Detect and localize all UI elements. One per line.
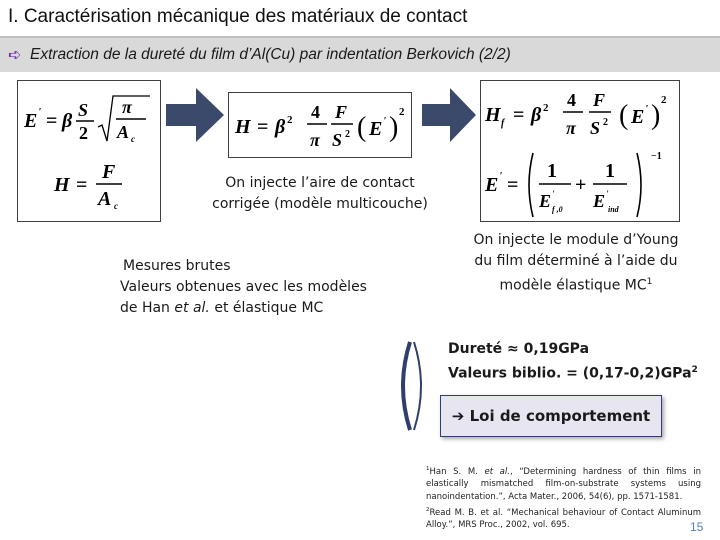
- svg-text:c: c: [114, 201, 118, 211]
- note-young-modulus-line1: On injecte le module d’Young: [473, 232, 679, 248]
- svg-text:2: 2: [603, 117, 608, 128]
- svg-text:': ': [383, 115, 387, 127]
- svg-text:F: F: [335, 102, 348, 122]
- svg-text:=: =: [257, 116, 269, 138]
- note-raw-line3: de Han et al. et élastique MC: [120, 300, 324, 316]
- reference-2: $^2$Read M. B. et al. “Mechanical behaviour of Contact Aluminum Alloy.”, MRS Proc., 2002, vol. 695.: [426, 506, 701, 531]
- svg-text:f: f: [501, 118, 505, 129]
- page-number: 15: [690, 520, 704, 534]
- equation-e-prime-and-h: [18, 81, 160, 221]
- arrow-right-icon: [422, 88, 476, 142]
- svg-text:1: 1: [547, 160, 557, 182]
- svg-text:): ): [389, 112, 399, 143]
- svg-text:E: E: [631, 106, 645, 128]
- note-contact-area: [198, 173, 442, 215]
- equation-box-film: [480, 80, 680, 222]
- svg-text:=: =: [46, 110, 58, 132]
- note-raw-measurements: [120, 256, 390, 319]
- note-contact-area-line2: corrigée (modèle multicouche): [212, 196, 428, 212]
- svg-text:F: F: [102, 161, 116, 183]
- constitutive-law-label: ➔ Loi de comportement: [451, 407, 651, 425]
- note-young-modulus-line2: du film déterminé à l’aide du: [474, 253, 678, 269]
- svg-text:S: S: [332, 130, 343, 150]
- svg-text:): ): [651, 100, 661, 131]
- results-block: [448, 339, 708, 385]
- reference-1: $^1$Han S. M. et al., “Determining hardness of thin films in elastically mismatched film-on-substrate systems using nanoindentation.”, Acta Mater., 2006, 54(6), pp. 1571-1581.: [426, 466, 701, 503]
- svg-text:π: π: [122, 97, 132, 117]
- note-young-modulus-line3: modèle élastique $MC^1$: [499, 277, 653, 294]
- svg-text:E: E: [369, 118, 383, 140]
- svg-text:': ': [499, 170, 503, 182]
- svg-text:+: +: [575, 174, 587, 196]
- footnote-ref-2: 2: [691, 365, 698, 375]
- svg-text:β: β: [275, 116, 286, 138]
- svg-text:=: =: [513, 104, 525, 126]
- svg-text:(: (: [619, 100, 629, 131]
- svg-text:β: β: [531, 104, 542, 126]
- svg-text:S: S: [590, 118, 601, 138]
- brace-decoration: [392, 338, 432, 434]
- equation-h-film-and-modulus: [481, 81, 679, 221]
- svg-text:4: 4: [311, 102, 320, 122]
- svg-text:β: β: [62, 110, 73, 132]
- subtitle-arrow-icon: ➪: [8, 45, 22, 64]
- arrow-right-icon: [166, 88, 224, 142]
- constitutive-law-button[interactable]: [440, 395, 662, 437]
- svg-text:=: =: [507, 174, 519, 196]
- slide-title: I. Caractérisation mécanique des matériaux de contact: [8, 6, 468, 27]
- equation-h-combined: [229, 93, 411, 157]
- equation-box-raw: [17, 80, 161, 222]
- svg-text:': ': [38, 106, 42, 118]
- svg-text:−1: −1: [651, 151, 662, 162]
- svg-text:E: E: [24, 110, 38, 132]
- note-raw-line2: Valeurs obtenues avec les modèles: [120, 279, 367, 295]
- result-hardness: Dureté ≈ 0,19GPa: [448, 341, 590, 357]
- svg-text:': ': [606, 189, 609, 199]
- svg-text:ind: ind: [608, 205, 619, 214]
- svg-text:4: 4: [567, 90, 576, 110]
- svg-text:S: S: [78, 100, 89, 120]
- svg-text:2: 2: [345, 129, 350, 140]
- svg-text:2: 2: [287, 114, 293, 126]
- svg-text:': ': [552, 189, 555, 199]
- svg-text:2: 2: [543, 102, 549, 114]
- svg-text:A: A: [117, 122, 130, 142]
- svg-text:F: F: [593, 90, 606, 110]
- svg-text:H: H: [54, 174, 70, 196]
- svg-text:π: π: [310, 130, 320, 150]
- svg-text:(: (: [357, 112, 367, 143]
- subtitle-text: Extraction de la dureté du film d’Al(Cu) par indentation Berkovich (2/2): [30, 46, 511, 63]
- svg-text:2: 2: [661, 94, 667, 106]
- svg-text:π: π: [566, 118, 576, 138]
- references: [426, 463, 704, 534]
- svg-text:E: E: [485, 174, 499, 196]
- note-young-modulus: [448, 230, 704, 297]
- svg-text:H: H: [485, 104, 501, 126]
- svg-text:2: 2: [399, 106, 405, 118]
- result-biblio: Valeurs biblio. = (0,17-0,2)GPa$^2$: [448, 365, 698, 382]
- svg-text:=: =: [76, 174, 88, 196]
- svg-text:c: c: [131, 134, 135, 144]
- svg-text:f ,0: f ,0: [552, 205, 563, 214]
- svg-text:2: 2: [79, 123, 88, 143]
- note-raw-line1: Mesures brutes: [123, 258, 231, 274]
- svg-text:': ': [645, 103, 649, 115]
- svg-text:A: A: [98, 188, 112, 210]
- svg-text:E: E: [593, 191, 606, 211]
- note-contact-area-line1: On injecte l’aire de contact: [225, 175, 415, 191]
- arrow-right-icon: ➔: [451, 407, 465, 425]
- svg-text:1: 1: [605, 160, 615, 182]
- svg-text:E: E: [539, 191, 552, 211]
- equation-box-h: [228, 92, 412, 158]
- svg-text:H: H: [235, 116, 251, 138]
- footnote-ref-1: 1: [646, 277, 653, 287]
